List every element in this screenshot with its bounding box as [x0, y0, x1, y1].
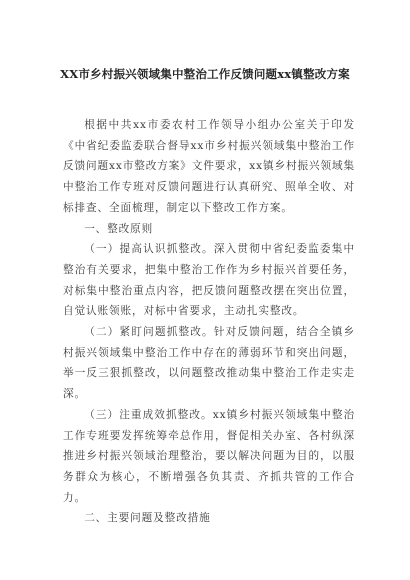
section-heading-issues: 二、主要问题及整改措施	[84, 512, 211, 525]
principle-paragraph-3: （三）注重成效抓整改。xx镇乡村振兴领域集中整治工作专班要发挥统筹牵总作用，督促相关办室、各村纵深推进乡村振兴领域治理整治，要以解决问题为目的，以服务群众为核心，不断增强各负其责、齐抓共管的工作合力。	[63, 408, 355, 504]
principle-paragraph-1: （一）提高认识抓整改。深入贯彻中省纪委监委集中整治有关要求，把集中整治工作作为乡村振兴首要任务，对标集中整治重点内容，把反馈问题整改摆在突出位置，自觉认账领账，对标中省要求，主动扎实整改。	[63, 243, 355, 318]
section-heading-principles: 一、整改原则	[84, 222, 154, 235]
principle-paragraph-2: （二）紧盯问题抓整改。针对反馈问题，结合全镇乡村振兴领域集中整治工作中存在的薄弱环节和突出问题，举一反三狠抓整改，以问题整改推动集中整治工作走实走深。	[63, 326, 355, 401]
document-title: XX市乡村振兴领域集中整治工作反馈问题xx镇整改方案	[60, 67, 350, 81]
document-body	[63, 115, 355, 529]
intro-paragraph: 根据中共xx市委农村工作领导小组办公室关于印发《中省纪委监委联合督导xx市乡村振兴领域集中整治工作反馈问题xx市整改方案》文件要求，xx镇乡村振兴领域集中整治工作专班对反馈问题进行认真研究、照单全收、对标排查、全面梳理，制定以下整改工作方案。	[63, 119, 355, 214]
